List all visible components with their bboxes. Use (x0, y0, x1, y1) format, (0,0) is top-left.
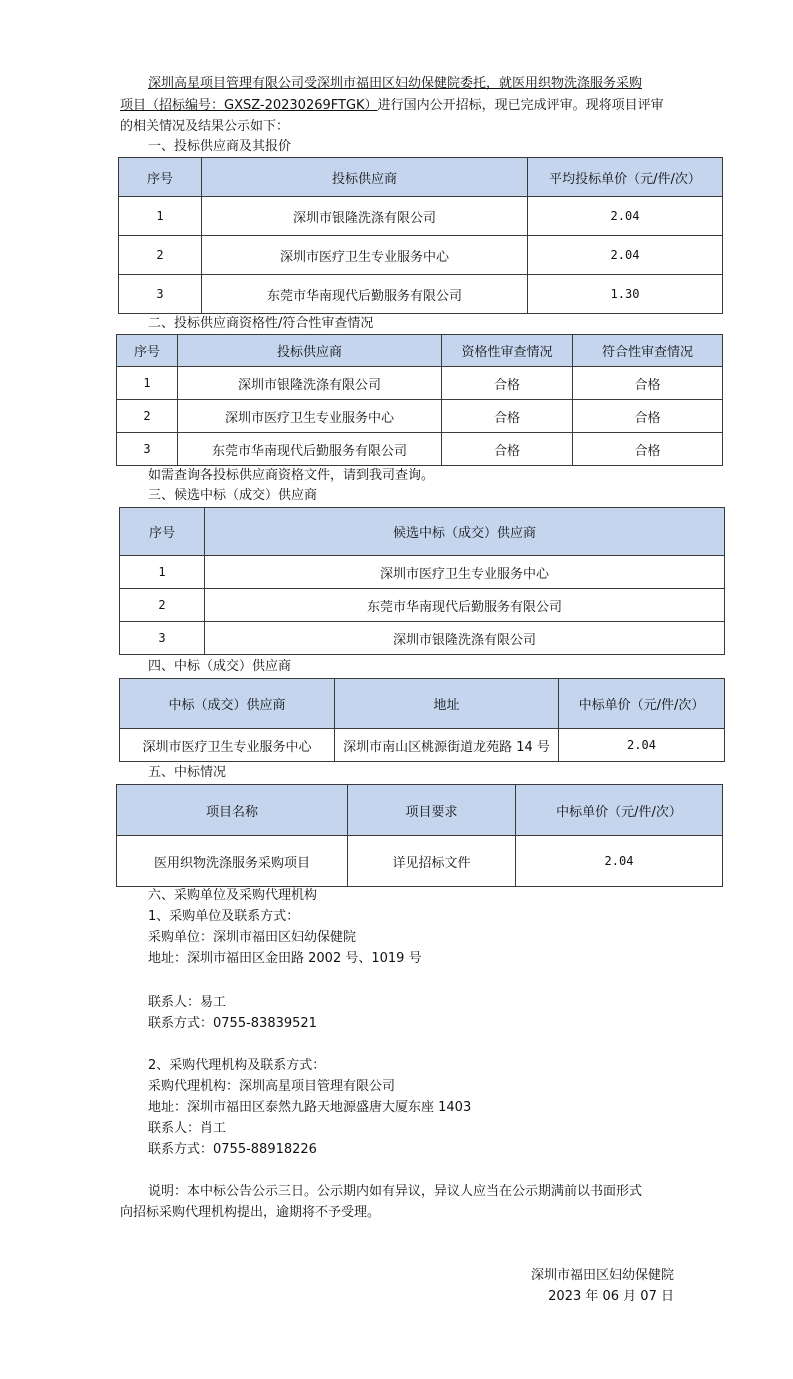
section4-title: 四、中标（成交）供应商 (148, 659, 292, 674)
table-header-row (117, 335, 723, 367)
section6-title: 六、采购单位及采购代理机构 (148, 888, 318, 903)
remark-line-1: 说明：本中标公告公示三日。公示期内如有异议，异议人应当在公示期满前以书面形式 (148, 1184, 643, 1199)
header-cell: 序号 (119, 158, 202, 197)
row-index: 1 (117, 367, 178, 400)
purchaser-phone: 联系方式：0755-83839521 (148, 1016, 317, 1031)
agency-name: 采购代理机构：深圳高星项目管理有限公司 (148, 1079, 396, 1094)
purchaser-contact: 联系人：易工 (148, 995, 227, 1010)
bid-price: 2.04 (528, 236, 723, 275)
header-cell: 序号 (120, 508, 205, 556)
row-index: 2 (117, 400, 178, 433)
compliance-result: 合格 (573, 400, 723, 433)
purchaser-subtitle: 1、采购单位及联系方式： (148, 909, 300, 924)
section2-title: 二、投标供应商资格性/符合性审查情况 (148, 316, 374, 331)
table-row (120, 556, 725, 589)
candidate-name: 深圳市医疗卫生专业服务中心 (205, 556, 725, 589)
table-row (120, 589, 725, 622)
header-cell: 中标单价（元/件/次） (559, 679, 725, 729)
candidate-name: 深圳市银隆洗涤有限公司 (205, 622, 725, 655)
qualification-table (116, 334, 723, 466)
row-index: 2 (119, 236, 202, 275)
bidder-name: 东莞市华南现代后勤服务有限公司 (178, 433, 442, 466)
row-index: 3 (119, 275, 202, 314)
intro-line-2: 项目（招标编号：GXSZ-20230269FTGK）进行国内公开招标，现已完成评审。现将项目评审 (120, 98, 664, 113)
signature-date: 2023 年 06 月 07 日 (548, 1289, 674, 1304)
header-cell: 平均投标单价（元/件/次） (528, 158, 723, 197)
winning-price: 2.04 (516, 836, 723, 887)
bid-price: 2.04 (528, 197, 723, 236)
bidder-name: 深圳市医疗卫生专业服务中心 (178, 400, 442, 433)
intro-line-1: 深圳高星项目管理有限公司受深圳市福田区妇幼保健院委托，就医用织物洗涤服务采购 (148, 76, 643, 91)
qualification-note: 如需查询各投标供应商资格文件，请到我司查询。 (148, 468, 435, 483)
project-name: 医用织物洗涤服务采购项目 (117, 836, 348, 887)
row-index: 2 (120, 589, 205, 622)
intro-line-3: 的相关情况及结果公示如下： (120, 119, 290, 134)
table-header-row (117, 785, 723, 836)
compliance-result: 合格 (573, 367, 723, 400)
header-cell: 候选中标（成交）供应商 (205, 508, 725, 556)
agency-phone: 联系方式：0755-88918226 (148, 1142, 317, 1157)
table-row (117, 367, 723, 400)
table-row (119, 197, 723, 236)
header-cell: 符合性审查情况 (573, 335, 723, 367)
agency-subtitle: 2、采购代理机构及联系方式： (148, 1058, 326, 1073)
qualification-result: 合格 (442, 367, 573, 400)
bidder-name: 深圳市银隆洗涤有限公司 (202, 197, 528, 236)
row-index: 1 (120, 556, 205, 589)
candidates-table (119, 507, 725, 655)
compliance-result: 合格 (573, 433, 723, 466)
row-index: 3 (117, 433, 178, 466)
row-index: 1 (119, 197, 202, 236)
table-row (117, 836, 723, 887)
winner-name: 深圳市医疗卫生专业服务中心 (120, 729, 335, 762)
header-cell: 投标供应商 (178, 335, 442, 367)
header-cell: 地址 (335, 679, 559, 729)
header-cell: 资格性审查情况 (442, 335, 573, 367)
bidders-table (118, 157, 723, 314)
award-table (116, 784, 723, 887)
header-cell: 中标（成交）供应商 (120, 679, 335, 729)
table-header-row (119, 158, 723, 197)
purchaser-name: 采购单位：深圳市福田区妇幼保健院 (148, 930, 357, 945)
purchaser-address: 地址：深圳市福田区金田路 2002 号、1019 号 (148, 951, 422, 966)
section5-title: 五、中标情况 (148, 765, 227, 780)
agency-contact: 联系人：肖工 (148, 1121, 227, 1136)
header-cell: 投标供应商 (202, 158, 528, 197)
table-row (117, 400, 723, 433)
bidder-name: 深圳市银隆洗涤有限公司 (178, 367, 442, 400)
row-index: 3 (120, 622, 205, 655)
qualification-result: 合格 (442, 433, 573, 466)
table-row (119, 275, 723, 314)
table-row (119, 236, 723, 275)
agency-address: 地址：深圳市福田区泰然九路天地源盛唐大厦东座 1403 (148, 1100, 472, 1115)
bid-price: 1.30 (528, 275, 723, 314)
signature-org: 深圳市福田区妇幼保健院 (530, 1268, 674, 1283)
table-row (117, 433, 723, 466)
header-cell: 项目名称 (117, 785, 348, 836)
table-header-row (120, 679, 725, 729)
tender-number: 项目（招标编号：GXSZ-20230269FTGK） (120, 98, 378, 113)
bidder-name: 深圳市医疗卫生专业服务中心 (202, 236, 528, 275)
qualification-result: 合格 (442, 400, 573, 433)
candidate-name: 东莞市华南现代后勤服务有限公司 (205, 589, 725, 622)
section3-title: 三、候选中标（成交）供应商 (148, 488, 318, 503)
table-header-row (120, 508, 725, 556)
winning-price: 2.04 (559, 729, 725, 762)
header-cell: 序号 (117, 335, 178, 367)
winner-table (119, 678, 725, 762)
table-row (120, 622, 725, 655)
remark-line-2: 向招标采购代理机构提出，逾期将不予受理。 (120, 1205, 381, 1220)
winner-address: 深圳市南山区桃源街道龙苑路 14 号 (335, 729, 559, 762)
table-row (120, 729, 725, 762)
bidder-name: 东莞市华南现代后勤服务有限公司 (202, 275, 528, 314)
section1-title: 一、投标供应商及其报价 (148, 139, 292, 154)
header-cell: 中标单价（元/件/次） (516, 785, 723, 836)
project-requirement: 详见招标文件 (348, 836, 516, 887)
header-cell: 项目要求 (348, 785, 516, 836)
